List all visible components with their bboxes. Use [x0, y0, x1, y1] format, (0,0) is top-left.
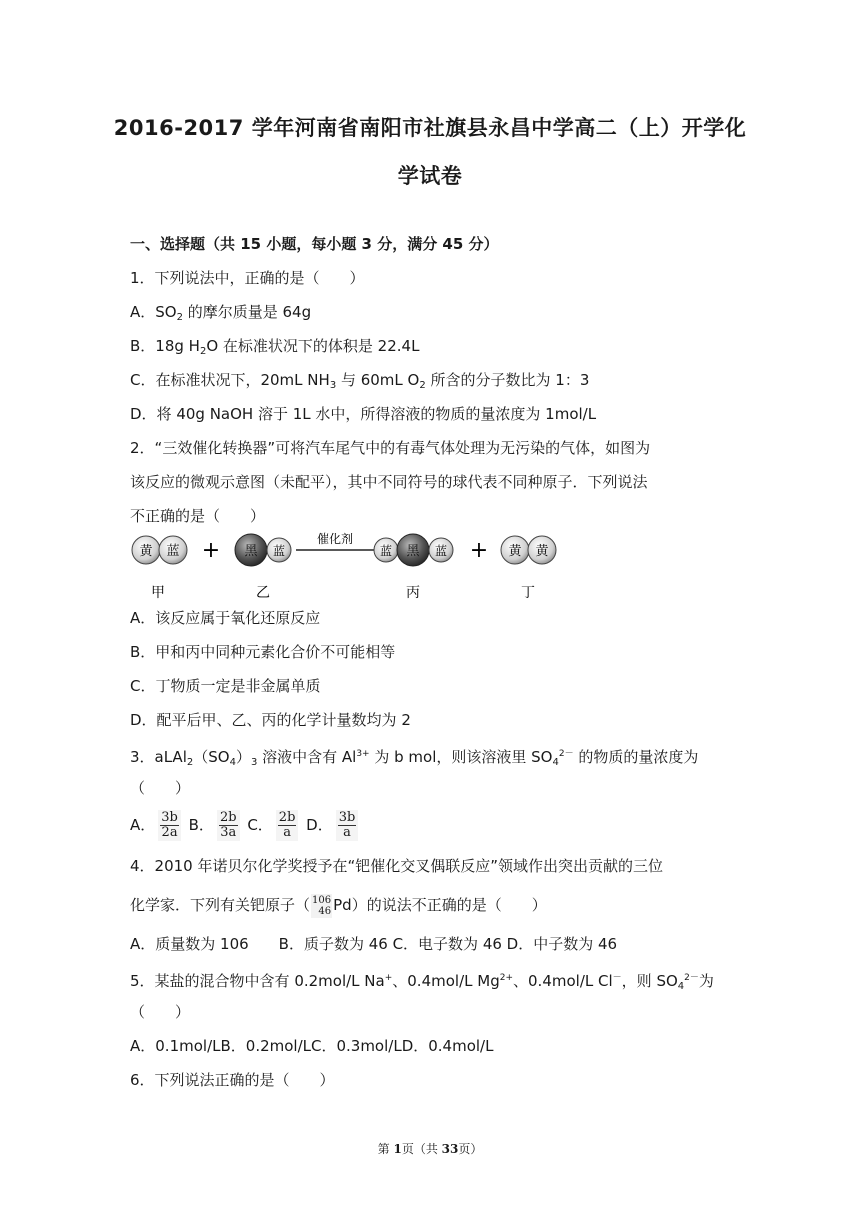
- label-huang-3: 黄: [535, 544, 549, 559]
- q4-stem-line2: 化学家．下列有关钯原子（ 106 46 Pd）的说法不正确的是（ ）: [130, 894, 547, 917]
- caption-bing: 丙: [406, 585, 420, 601]
- q2-option-a: A．该反应属于氧化还原反应: [130, 609, 321, 627]
- label-huang: 黄: [139, 544, 153, 559]
- label-lan-4: 蓝: [434, 544, 448, 558]
- q3-fraction-d: $\frac{3b}{a}$: [336, 810, 359, 841]
- q3-options: A． $\frac{3b}{2a}$ B． $\frac{2b}{3a}$ C． $\frac{2b}{a}$ D． $\frac{3b}{a}$: [130, 808, 361, 842]
- q3-fraction-a: $\frac{3b}{2a}$: [158, 810, 181, 841]
- q5-stem: 5．某盐的混合物中含有 0.2mol/L Na+、0.4mol/L $Mg^{2+}$、0.4mol/L Cl－，则 $SO_4^{2-}$为: [130, 972, 714, 992]
- q5-options: A．0.1mol/LB．0.2mol/LC．0.3mol/LD．0.4mol/L: [130, 1037, 494, 1055]
- q1-option-a: A．$SO_2$ 的摩尔质量是 64g: [130, 303, 312, 323]
- exam-title-line1: 2016-2017 学年河南省南阳市社旗县永昌中学高二（上）开学化: [113, 116, 747, 140]
- label-lan-2: 蓝: [272, 544, 286, 558]
- q3-fraction-b: $\frac{2b}{3a}$: [217, 810, 240, 841]
- q2-option-d: D．配平后甲、乙、丙的化学计量数均为 2: [130, 711, 411, 729]
- label-huang-2: 黄: [508, 544, 522, 559]
- q6-stem: 6．下列说法正确的是（ ）: [130, 1071, 335, 1089]
- q2-stem-line3: 不正确的是（ ）: [130, 507, 266, 525]
- q2-stem-line2: 该反应的微观示意图（未配平），其中不同符号的球代表不同种原子．下列说法: [130, 473, 648, 491]
- q3-fraction-c: $\frac{2b}{a}$: [276, 810, 299, 841]
- q1-stem: 1．下列说法中，正确的是（ ）: [130, 269, 365, 287]
- q1-option-d: D．将 40g NaOH 溶于 1L 水中，所得溶液的物质的量浓度为 1mol/L: [130, 405, 597, 423]
- plus-sign-2: +: [469, 538, 489, 563]
- q3-stem-line2: （ ）: [130, 779, 191, 797]
- q1-option-c: C．在标准状况下，20mL $NH_3$ 与 60mL $O_2$ 所含的分子数比为 1：3: [130, 371, 590, 391]
- q2-stem-line1: 2．“三效催化转换器”可将汽车尾气中的有毒气体处理为无污染的气体，如图为: [130, 439, 651, 457]
- q4-options: A．质量数为 106 B．质子数为 46 C．电子数为 46 D．中子数为 46: [130, 935, 618, 953]
- q3-stem: 3．$aLAl_2(SO_4)_3$ 溶液中含有 $Al^{3+}$ 为 b mol，则该溶液里 $SO_4^{2-}$ 的物质的量浓度为: [130, 748, 699, 768]
- total-pages: 33: [441, 1142, 459, 1156]
- q2-option-c: C．丁物质一定是非金属单质: [130, 677, 321, 695]
- plus-sign-1: +: [201, 538, 221, 563]
- label-hei: 黑: [244, 544, 258, 559]
- exam-title-line2: 学试卷: [397, 164, 463, 188]
- q2-option-b: B．甲和丙中同种元素化合价不可能相等: [130, 643, 396, 661]
- q1-option-b: B．18g $H_2O$ 在标准状况下的体积是 22.4L: [130, 337, 420, 357]
- pd-isotope-notation: 106 46: [312, 894, 332, 917]
- label-lan-3: 蓝: [379, 544, 393, 558]
- catalyst-label: 催化剂: [316, 532, 354, 546]
- section-heading: 一、选择题（共 15 小题，每小题 3 分，满分 45 分）: [130, 235, 499, 253]
- label-lan: 蓝: [166, 544, 180, 559]
- reaction-diagram: [130, 528, 560, 604]
- caption-ding: 丁: [521, 585, 535, 601]
- caption-jia: 甲: [151, 585, 165, 601]
- caption-yi: 乙: [256, 585, 270, 601]
- page-footer: 第 1页（共 33页）: [377, 1142, 483, 1156]
- page-number: 1: [393, 1142, 402, 1156]
- q5-stem-line2: （ ）: [130, 1003, 191, 1021]
- q4-stem-line1: 4．2010 年诺贝尔化学奖授予在“钯催化交叉偶联反应”领域作出突出贡献的三位: [130, 857, 664, 875]
- label-hei-2: 黑: [406, 544, 420, 559]
